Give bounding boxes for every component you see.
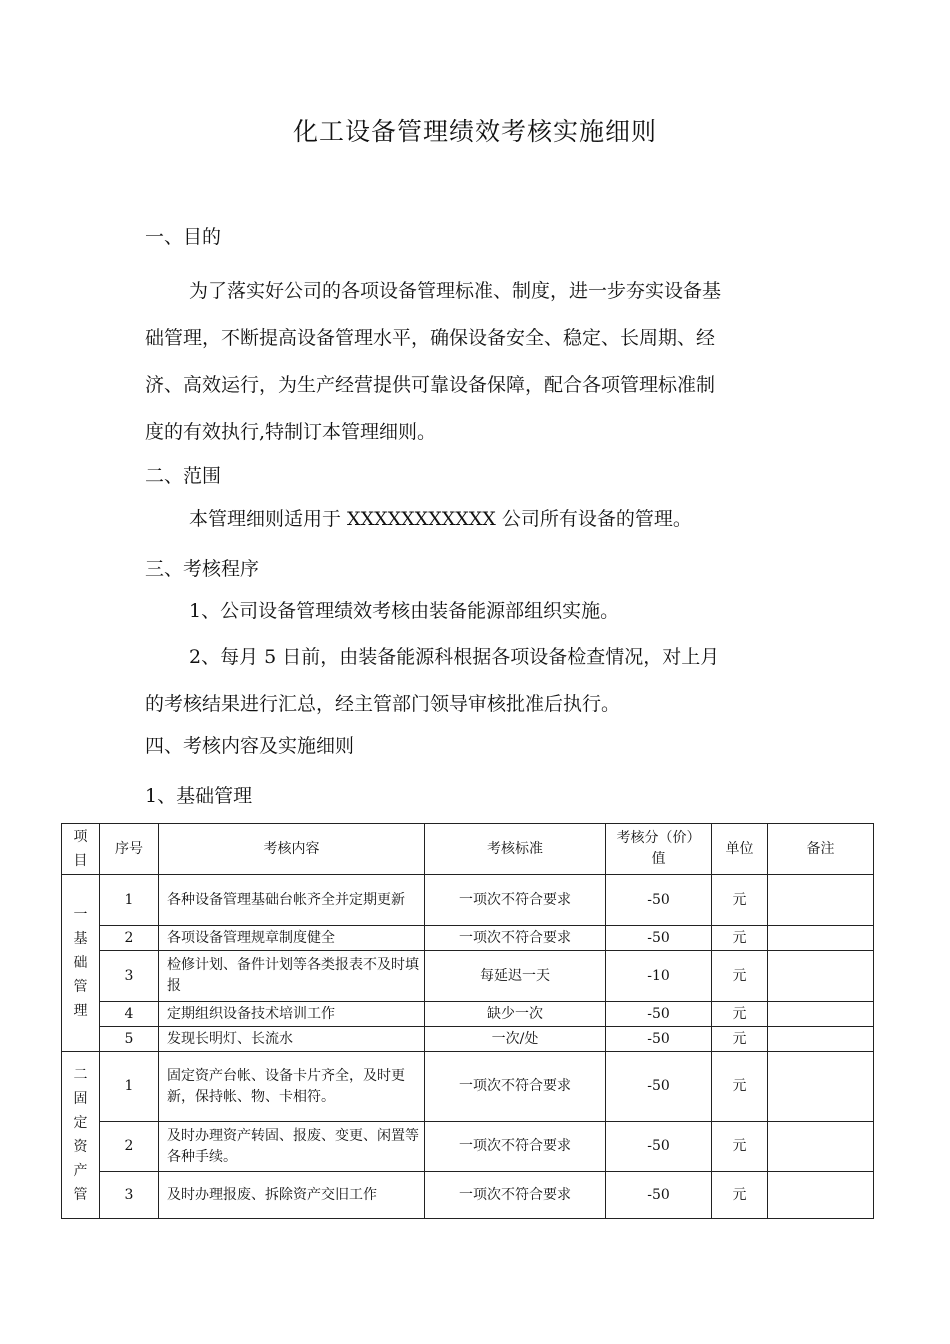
cell-unit: 元 <box>712 1172 768 1219</box>
category-char: 基 <box>73 931 88 947</box>
cell-unit: 元 <box>712 1002 768 1027</box>
paragraph-line: 1、公司设备管理绩效考核由装备能源部组织实施。 <box>189 600 620 622</box>
section-heading-purpose: 一、目的 <box>145 226 222 248</box>
cell-remark <box>768 926 874 951</box>
cell-content: 各项设备管理规章制度健全 <box>159 926 425 951</box>
procedure-item-2 <box>145 634 807 728</box>
cell-seq: 1 <box>100 1052 159 1122</box>
header-score: 考核分（价）值 <box>606 824 712 875</box>
document-title: 化工设备管理绩效考核实施细则 <box>292 117 657 146</box>
header-standard: 考核标准 <box>425 824 606 875</box>
cell-standard: 一项次不符合要求 <box>425 1172 606 1219</box>
category-char: 理 <box>73 1003 88 1019</box>
cell-standard: 每延迟一天 <box>425 951 606 1002</box>
category-cell-basic <box>62 875 100 1052</box>
table-row <box>62 1027 874 1052</box>
category-char: 资 <box>73 1139 88 1155</box>
cell-score: -50 <box>606 1027 712 1052</box>
table-row <box>62 875 874 926</box>
cell-content: 检修计划、备件计划等各类报表不及时填报 <box>159 951 425 1002</box>
section-paragraph-scope <box>145 496 807 543</box>
cell-standard: 一次/处 <box>425 1027 606 1052</box>
cell-remark <box>768 1172 874 1219</box>
cell-remark <box>768 1122 874 1172</box>
section-heading-content: 四、考核内容及实施细则 <box>145 735 355 757</box>
cell-content: 定期组织设备技术培训工作 <box>159 1002 425 1027</box>
cell-seq: 4 <box>100 1002 159 1027</box>
cell-remark <box>768 875 874 926</box>
cell-score: -50 <box>606 1052 712 1122</box>
cell-unit: 元 <box>712 926 768 951</box>
cell-seq: 3 <box>100 951 159 1002</box>
cell-unit: 元 <box>712 1027 768 1052</box>
category-char: 定 <box>73 1115 88 1131</box>
category-char: 二 <box>73 1067 88 1083</box>
cell-standard: 一项次不符合要求 <box>425 1052 606 1122</box>
header-remark: 备注 <box>768 824 874 875</box>
paragraph-line: 为了落实好公司的各项设备管理标准、制度，进一步夯实设备基 <box>189 280 722 302</box>
cell-seq: 2 <box>100 926 159 951</box>
cell-score: -10 <box>606 951 712 1002</box>
category-char: 管 <box>73 1187 88 1203</box>
paragraph-line: 础管理，不断提高设备管理水平，确保设备安全、稳定、长周期、经 <box>145 327 716 349</box>
cell-remark <box>768 951 874 1002</box>
assessment-table <box>61 823 874 1219</box>
header-content: 考核内容 <box>159 824 425 875</box>
header-category-char: 项 <box>73 829 88 845</box>
paragraph-line: 度的有效执行,特制订本管理细则。 <box>145 421 437 443</box>
paragraph-line: 的考核结果进行汇总，经主管部门领导审核批准后执行。 <box>145 693 621 715</box>
cell-seq: 2 <box>100 1122 159 1172</box>
table-row <box>62 926 874 951</box>
procedure-item-1 <box>145 588 807 635</box>
table-row <box>62 951 874 1002</box>
cell-standard: 一项次不符合要求 <box>425 1122 606 1172</box>
paragraph-line: 本管理细则适用于 XXXXXXXXXXX 公司所有设备的管理。 <box>189 508 692 530</box>
table-row <box>62 1002 874 1027</box>
paragraph-line: 济、高效运行，为生产经营提供可靠设备保障，配合各项管理标准制 <box>145 374 716 396</box>
cell-content: 各种设备管理基础台帐齐全并定期更新 <box>159 875 425 926</box>
category-char: 础 <box>73 955 88 971</box>
table-row <box>62 1052 874 1122</box>
cell-unit: 元 <box>712 951 768 1002</box>
category-char: 产 <box>73 1163 88 1179</box>
cell-unit: 元 <box>712 1052 768 1122</box>
cell-content: 发现长明灯、长流水 <box>159 1027 425 1052</box>
header-seq: 序号 <box>100 824 159 875</box>
cell-score: -50 <box>606 1002 712 1027</box>
cell-unit: 元 <box>712 1122 768 1172</box>
category-char: 固 <box>73 1091 88 1107</box>
cell-remark <box>768 1027 874 1052</box>
header-category-char: 目 <box>73 853 88 869</box>
category-char: 一 <box>73 907 88 923</box>
cell-seq: 1 <box>100 875 159 926</box>
header-category <box>62 824 100 875</box>
table-header-row <box>62 824 874 875</box>
cell-content: 及时办理报废、拆除资产交旧工作 <box>159 1172 425 1219</box>
category-char: 管 <box>73 979 88 995</box>
cell-content: 固定资产台帐、设备卡片齐全，及时更新，保持帐、物、卡相符。 <box>159 1052 425 1122</box>
cell-score: -50 <box>606 875 712 926</box>
section-heading-scope: 二、范围 <box>145 465 222 487</box>
cell-seq: 3 <box>100 1172 159 1219</box>
table-row <box>62 1122 874 1172</box>
cell-standard: 一项次不符合要求 <box>425 875 606 926</box>
header-unit: 单位 <box>712 824 768 875</box>
cell-score: -50 <box>606 1172 712 1219</box>
cell-content: 及时办理资产转固、报废、变更、闲置等各种手续。 <box>159 1122 425 1172</box>
table-row <box>62 1172 874 1219</box>
cell-seq: 5 <box>100 1027 159 1052</box>
cell-standard: 一项次不符合要求 <box>425 926 606 951</box>
category-cell-fixed-assets <box>62 1052 100 1219</box>
subsection-heading-basic: 1、基础管理 <box>145 785 253 807</box>
section-paragraph-purpose <box>145 268 807 456</box>
cell-remark <box>768 1002 874 1027</box>
cell-remark <box>768 1052 874 1122</box>
paragraph-line: 2、每月 5 日前，由装备能源科根据各项设备检查情况，对上月 <box>189 646 720 668</box>
cell-score: -50 <box>606 926 712 951</box>
section-heading-procedure: 三、考核程序 <box>145 558 260 580</box>
cell-score: -50 <box>606 1122 712 1172</box>
cell-standard: 缺少一次 <box>425 1002 606 1027</box>
cell-unit: 元 <box>712 875 768 926</box>
